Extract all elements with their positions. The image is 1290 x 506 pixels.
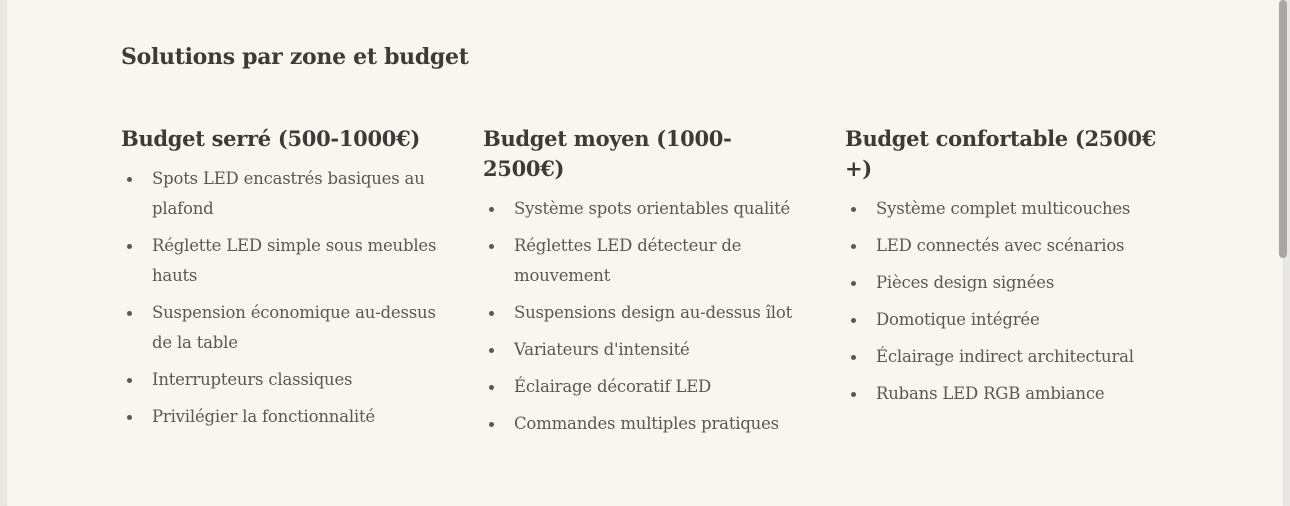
budget-column-medium (483, 124, 807, 446)
budget-columns (121, 124, 1169, 446)
list-item: Privilégier la fonctionnalité (152, 402, 445, 432)
list-item: Réglette LED simple sous meubles hauts (152, 231, 445, 291)
bullet-list (121, 164, 445, 432)
list-item: Commandes multiples pratiques (514, 409, 807, 439)
column-heading: Budget moyen (1000-2500€) (483, 126, 732, 181)
bullet-list (483, 194, 807, 439)
list-item: Suspension économique au-dessus de la table (152, 298, 445, 358)
bullet-list (845, 194, 1169, 409)
list-item: Spots LED encastrés basiques au plafond (152, 164, 445, 224)
article-page (7, 0, 1283, 506)
section-title: Solutions par zone et budget (121, 44, 469, 70)
column-heading: Budget confortable (2500€+) (845, 126, 1157, 181)
list-item: Pièces design signées (876, 268, 1169, 298)
list-item: Interrupteurs classiques (152, 365, 445, 395)
list-item: Domotique intégrée (876, 305, 1169, 335)
list-item: Système complet multicouches (876, 194, 1169, 224)
list-item: Variateurs d'intensité (514, 335, 807, 365)
list-item: Éclairage indirect architectural (876, 342, 1169, 372)
vertical-scrollbar[interactable] (1279, 0, 1287, 258)
list-item: Réglettes LED détecteur de mouvement (514, 231, 807, 291)
list-item: Suspensions design au-dessus îlot (514, 298, 807, 328)
column-heading: Budget serré (500-1000€) (121, 126, 421, 151)
list-item: Rubans LED RGB ambiance (876, 379, 1169, 409)
budget-column-tight (121, 124, 445, 446)
budget-column-comfortable (845, 124, 1169, 446)
list-item: Éclairage décoratif LED (514, 372, 807, 402)
list-item: Système spots orientables qualité (514, 194, 807, 224)
list-item: LED connectés avec scénarios (876, 231, 1169, 261)
